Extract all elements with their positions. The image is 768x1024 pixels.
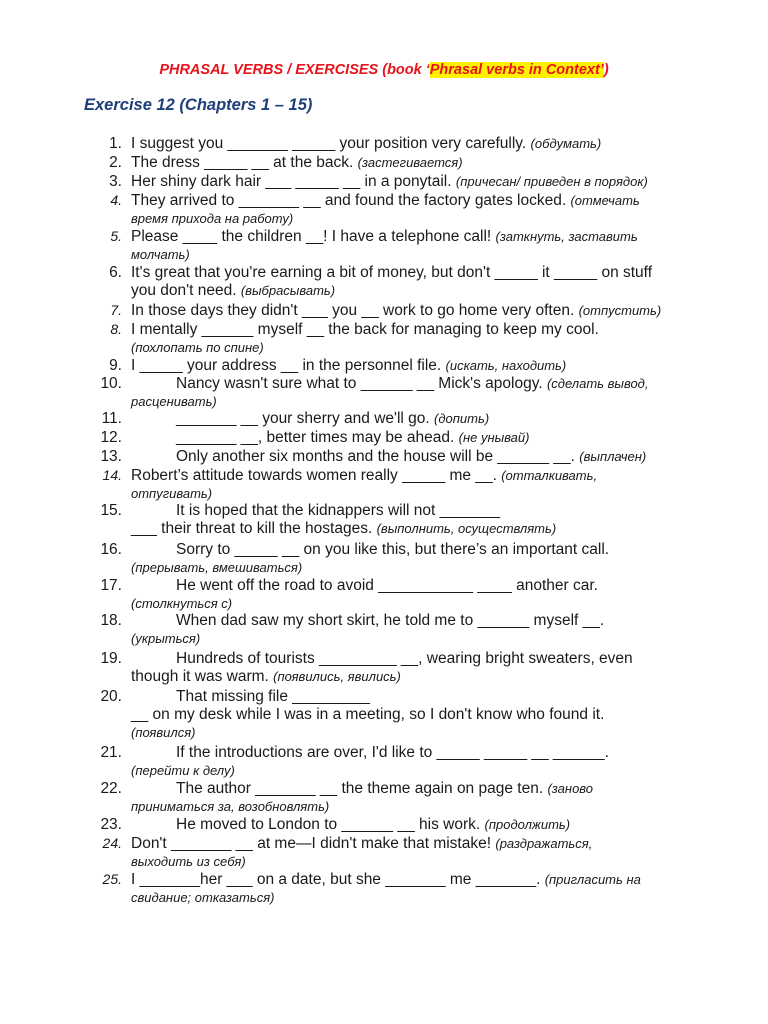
item-line	[176, 428, 529, 447]
item-number: 7.	[110, 302, 122, 318]
item-line	[131, 281, 335, 300]
item-line	[176, 447, 646, 466]
item-line	[131, 761, 235, 780]
item-text: It is hoped that the kidnappers will not _______	[176, 502, 501, 519]
item-line	[176, 501, 500, 520]
translation-hint: расценивать)	[131, 394, 217, 409]
item-text: Nancy wasn't sure what to ______ __ Mick's apology.	[176, 375, 543, 392]
item-text: you don't need.	[131, 282, 237, 299]
translation-hint: (отпустить)	[578, 303, 662, 318]
item-line	[176, 743, 609, 762]
translation-hint: (выбрасывать)	[240, 283, 336, 298]
item-number: 23.	[100, 816, 122, 833]
translation-hint: (похлопать по спине)	[131, 340, 264, 355]
item-number: 1.	[109, 135, 122, 152]
item-number: 22.	[100, 780, 122, 797]
translation-hint: (выполнить, осуществлять)	[376, 521, 557, 536]
item-line	[131, 245, 190, 264]
item-text: The author _______ __ the theme again on page ten.	[176, 780, 544, 797]
item-line	[176, 649, 633, 668]
item-number: 2.	[109, 154, 122, 171]
translation-hint: (прерывать, вмешиваться)	[131, 560, 303, 575]
item-text: ___ their threat to kill the hostages.	[131, 520, 373, 537]
translation-hint: (продолжить)	[484, 817, 571, 832]
item-line	[176, 540, 609, 559]
translation-hint: (перейти к делу)	[131, 763, 235, 778]
item-text: If the introductions are over, I'd like to _____ _____ __ ______.	[176, 744, 609, 761]
item-number: 21.	[100, 744, 122, 761]
item-line	[131, 134, 601, 153]
item-line	[176, 374, 648, 393]
item-number: 19.	[100, 650, 122, 667]
item-line	[131, 705, 604, 724]
page-header	[0, 62, 768, 78]
item-text: Hundreds of tourists _________ __, wearing bright sweaters, even	[176, 650, 633, 667]
translation-hint: (допить)	[434, 411, 490, 426]
item-number: 6.	[109, 264, 122, 281]
exercise-title: Exercise 12 (Chapters 1 – 15)	[84, 96, 313, 114]
item-line	[131, 172, 648, 191]
item-line	[131, 227, 638, 246]
translation-hint: (появились, явились)	[273, 669, 401, 684]
item-number: 16.	[100, 541, 122, 558]
translation-hint: свидание; отказаться)	[131, 890, 275, 905]
item-text: Her shiny dark hair ___ _____ __ in a ponytail.	[131, 173, 452, 190]
item-text: I _______her ___ on a date, but she _______ me _______.	[131, 871, 541, 888]
translation-hint: (отмечать	[570, 193, 640, 208]
item-text: When dad saw my short skirt, he told me to ______ myself __.	[176, 612, 605, 629]
item-line	[131, 629, 200, 648]
translation-hint: (заново	[547, 781, 594, 796]
translation-hint: (застегивается)	[357, 155, 463, 170]
translation-hint: (причесан/ приведен в порядок)	[455, 174, 648, 189]
item-text: though it was warm.	[131, 668, 269, 685]
item-line	[176, 687, 370, 706]
item-line	[131, 209, 293, 228]
item-line	[131, 723, 196, 742]
item-text: They arrived to _______ __ and found the factory gates locked.	[131, 192, 567, 209]
item-number: 9.	[109, 357, 122, 374]
translation-hint: (обдумать)	[530, 136, 602, 151]
translation-hint: приниматься за, возобновлять)	[131, 799, 330, 814]
item-line	[131, 356, 566, 375]
item-line	[131, 191, 640, 210]
item-number: 17.	[100, 577, 122, 594]
item-text: Robert’s attitude towards women really _____ me __.	[131, 467, 497, 484]
item-line	[131, 153, 463, 172]
translation-hint: (пригласить на	[544, 872, 641, 887]
translation-hint: (не унывай)	[458, 430, 530, 445]
translation-hint: (заткнуть, заставить	[495, 229, 638, 244]
item-text: He went off the road to avoid ___________ ____ another car.	[176, 577, 598, 594]
item-text: __ on my desk while I was in a meeting, so I don't know who found it.	[131, 706, 605, 723]
item-number: 13.	[100, 448, 122, 465]
item-line	[176, 409, 489, 428]
item-text: Only another six months and the house will be ______ __.	[176, 448, 575, 465]
item-line	[131, 870, 641, 889]
translation-hint: отпугивать)	[131, 486, 213, 501]
item-line	[131, 797, 329, 816]
item-line	[176, 611, 604, 630]
translation-hint: (выплачен)	[579, 449, 647, 464]
item-line	[176, 779, 593, 798]
item-number: 4.	[110, 192, 122, 208]
translation-hint: (столкнуться с)	[131, 596, 233, 611]
item-number: 3.	[109, 173, 122, 190]
translation-hint: время прихода на работу)	[131, 211, 294, 226]
translation-hint: (отталкивать,	[501, 468, 598, 483]
translation-hint: (раздражаться,	[495, 836, 593, 851]
header-prefix: PHRASAL VERBS / EXERCISES (book ‘	[159, 62, 430, 78]
translation-hint: (укрыться)	[131, 631, 201, 646]
item-line	[131, 558, 302, 577]
item-number: 8.	[110, 321, 122, 337]
item-number: 24.	[102, 835, 122, 851]
translation-hint: выходить из себя)	[131, 854, 246, 869]
item-number: 18.	[100, 612, 122, 629]
item-number: 14.	[102, 467, 122, 483]
item-number: 5.	[110, 228, 122, 244]
item-text: The dress _____ __ at the back.	[131, 154, 354, 171]
item-text: Don't _______ __ at me—I didn't make that mistake!	[131, 835, 492, 852]
item-line	[131, 834, 592, 853]
translation-hint: (появился)	[131, 725, 196, 740]
item-line	[131, 852, 246, 871]
item-text: It's great that you're earning a bit of money, but don't _____ it _____ on stuff	[131, 264, 653, 281]
item-text: I mentally ______ myself __ the back for managing to keep my cool.	[131, 321, 599, 338]
item-text: I _____ your address __ in the personnel file.	[131, 357, 442, 374]
translation-hint: (сделать вывод,	[546, 376, 649, 391]
item-text: _______ __, better times may be ahead.	[176, 429, 455, 446]
item-text: _______ __ your sherry and we'll go.	[176, 410, 430, 427]
translation-hint: молчать)	[131, 247, 190, 262]
item-line	[131, 301, 661, 320]
item-number: 10.	[100, 375, 122, 392]
item-line	[131, 338, 264, 357]
item-text: He moved to London to ______ __ his work.	[176, 816, 481, 833]
header-highlight: Phrasal verbs in Context’	[429, 62, 604, 78]
item-line	[131, 519, 556, 538]
item-number: 20.	[100, 688, 122, 705]
item-number: 11.	[101, 410, 122, 427]
item-number: 12.	[100, 429, 122, 446]
item-line	[131, 263, 652, 282]
item-line	[176, 576, 598, 595]
item-text: That missing file _________	[176, 688, 370, 705]
item-line	[176, 815, 570, 834]
item-number: 25.	[102, 871, 122, 887]
item-line	[131, 667, 401, 686]
item-text: In those days they didn't ___ you __ work to go home very often.	[131, 302, 575, 319]
item-line	[131, 320, 599, 339]
item-text: Sorry to _____ __ on you like this, but there’s an important call.	[176, 541, 610, 558]
header-suffix: )	[603, 62, 609, 78]
item-line	[131, 888, 274, 907]
item-text: Please ____ the children __! I have a telephone call!	[131, 228, 492, 245]
item-number: 15.	[100, 502, 122, 519]
translation-hint: (искать, находить)	[445, 358, 567, 373]
item-text: I suggest you _______ _____ your position very carefully.	[131, 135, 527, 152]
item-line	[131, 466, 597, 485]
